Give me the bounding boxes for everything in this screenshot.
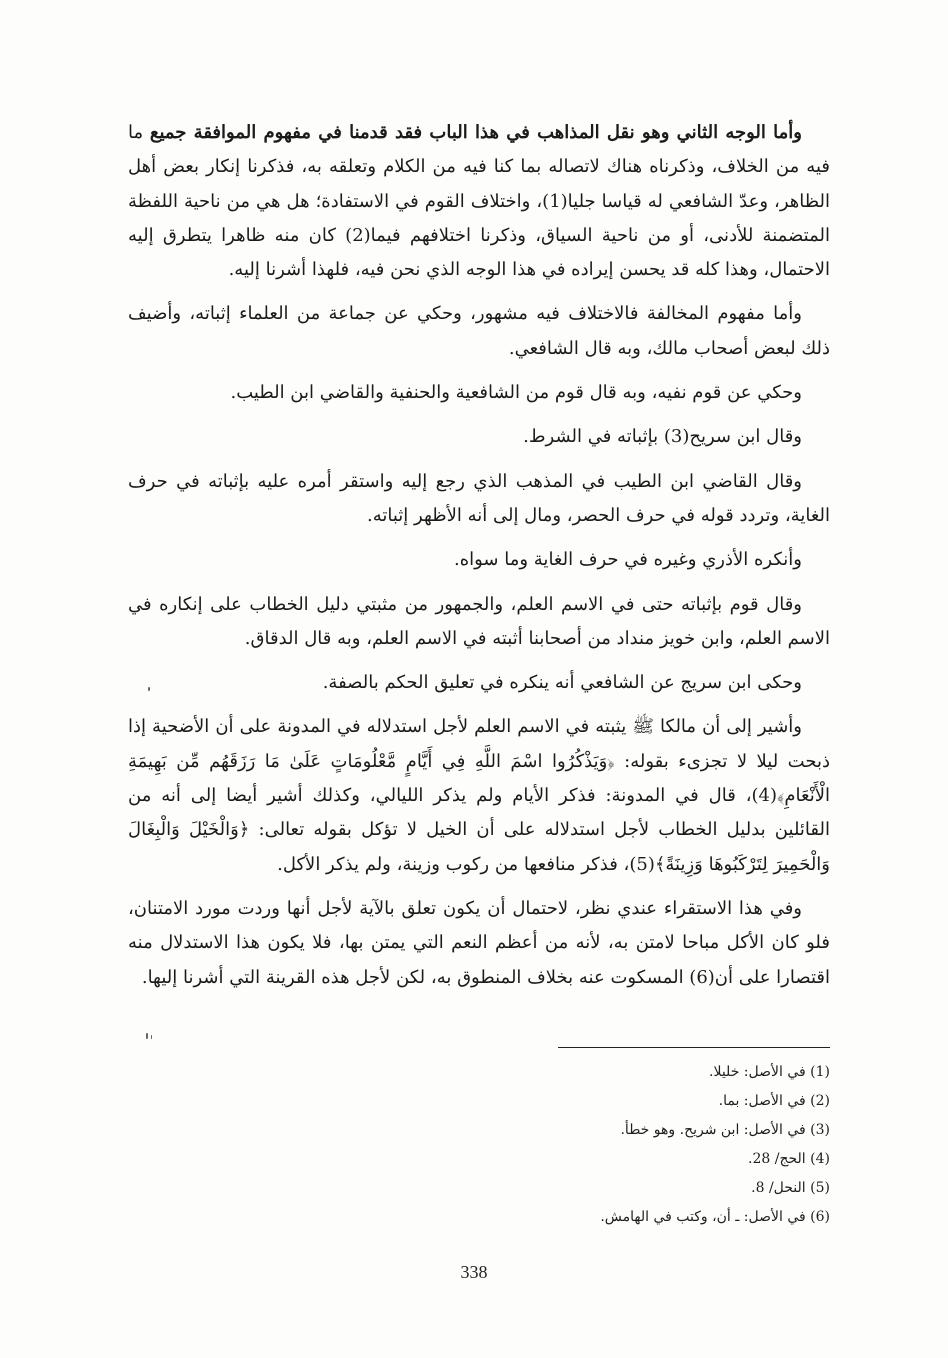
footnote: (2) في الأصل: بما. xyxy=(718,1093,830,1109)
page-number: 338 xyxy=(460,1262,488,1282)
paragraph: وقال القاضي ابن الطيب في المذهب الذي رجع إليه واستقر أمره عليه بإثباته في حرف الغاية، وتردد قوله في حرف الحصر، ومال إلى أنه الأظهر إثباته. xyxy=(128,470,830,526)
paragraph: وفي هذا الاستقراء عندي نظر، لاحتمال أن يكون تعلق بالآية لأجل أنها وردت مورد الامتنان، فلو كان الأكل مباحا لامتن به، لأنه من أعظم النعم التي يمتن بها، فلا يكون هذا الاستدلال منه اقتصارا على أن(6) المسكوت عنه بخلاف المنطوق به، لكن لأجل هذه القرينة التي أشرنا إليها. xyxy=(128,897,830,988)
paragraph: وحكى ابن سريج عن الشافعي أنه ينكره في تعليق الحكم بالصفة. xyxy=(322,672,802,694)
paragraph-lead: وأما الوجه الثاني وهو نقل المذاهب في هذا الباب فقد قدمنا في مفهوم الموافقة جميع xyxy=(149,122,802,143)
footnote-divider xyxy=(558,1047,830,1048)
scan-speck xyxy=(148,687,150,691)
paragraph: وأما مفهوم المخالفة فالاختلاف فيه مشهور، وحكي عن جماعة من العلماء إثباته، وأضيف ذلك لبعض أصحاب مالك، وبه قال الشافعي. xyxy=(128,303,830,359)
footnote: (1) في الأصل: خليلا. xyxy=(709,1064,830,1080)
scan-speck xyxy=(146,1033,148,1039)
paragraph: وأنكره الأذري وغيره في حرف الغاية وما سواه. xyxy=(453,549,802,571)
paragraph: وقال ابن سريح(3) بإثباته في الشرط. xyxy=(523,426,802,448)
scan-speck xyxy=(151,1035,152,1039)
main-text xyxy=(128,116,830,1005)
paragraph: وقال قوم بإثباته حتى في الاسم العلم، والجمهور من مثبتي دليل الخطاب على إنكاره في الاسم العلم، وابن خويز منداد من أصحابنا أثبته في الاسم العلم، وبه قال الدقاق. xyxy=(128,593,830,649)
footnote: (3) في الأصل: ابن شريح. وهو خطأ. xyxy=(620,1122,830,1138)
paragraph-text: ما فيه من الخلاف، وذكرناه هناك لاتصاله بما كنا فيه من الكلام وتعلقه به، فذكرنا إنكار بعض أهل الظاهر، وعدّ الشافعي له قياسا جليا(1)، واختلاف القوم في الاستفادة؛ هل هي من ناحية اللفظة المتضمنة للأدنى، أو من ناحية السياق، وذكرنا اختلافهم فيما(2) كان منه ظاهرا يتطرق إليه الاحتمال، وهذا كله قد يحسن إيراده في هذا الوجه الذي نحن فيه، فلهذا أشرنا إليه. xyxy=(128,122,830,281)
footnote: (5) النحل/ 8. xyxy=(751,1180,830,1196)
paragraph xyxy=(128,116,830,287)
footnote: (6) في الأصل: ـ أن، وكتب في الهامش. xyxy=(600,1209,830,1225)
footnotes xyxy=(430,1058,830,1232)
footnote: (4) الحج/ 28. xyxy=(748,1151,830,1167)
paragraph: وحكي عن قوم نفيه، وبه قال قوم من الشافعية والحنفية والقاضي ابن الطيب. xyxy=(230,382,802,404)
paragraph: وأشير إلى أن مالكا ﷺ يثبته في الاسم العلم لأجل استدلاله في المدونة على أن الأضحية إذا ذبحت ليلا لا تجزىء بقوله: ﴿وَيَذْكُرُوا اسْمَ اللَّهِ فِي أَيَّامٍ مَّعْلُومَاتٍ عَلَىٰ مَا رَزَقَهُم مِّن بَهِيمَةِ الْأَنْعَامِ﴾(4)، قال في المدونة: فذكر الأيام ولم يذكر الليالي، وكذلك أشير أيضا إلى أنه من القائلين بدليل الخطاب لأجل استدلاله على أن الخيل لا تؤكل بقوله تعالى: ﴿وَالْخَيْلَ وَالْبِغَالَ وَالْحَمِيرَ لِتَرْكَبُوهَا وَزِينَةً﴾(5)، فذكر منافعها من ركوب وزينة، ولم يذكر الأكل. xyxy=(128,716,830,875)
